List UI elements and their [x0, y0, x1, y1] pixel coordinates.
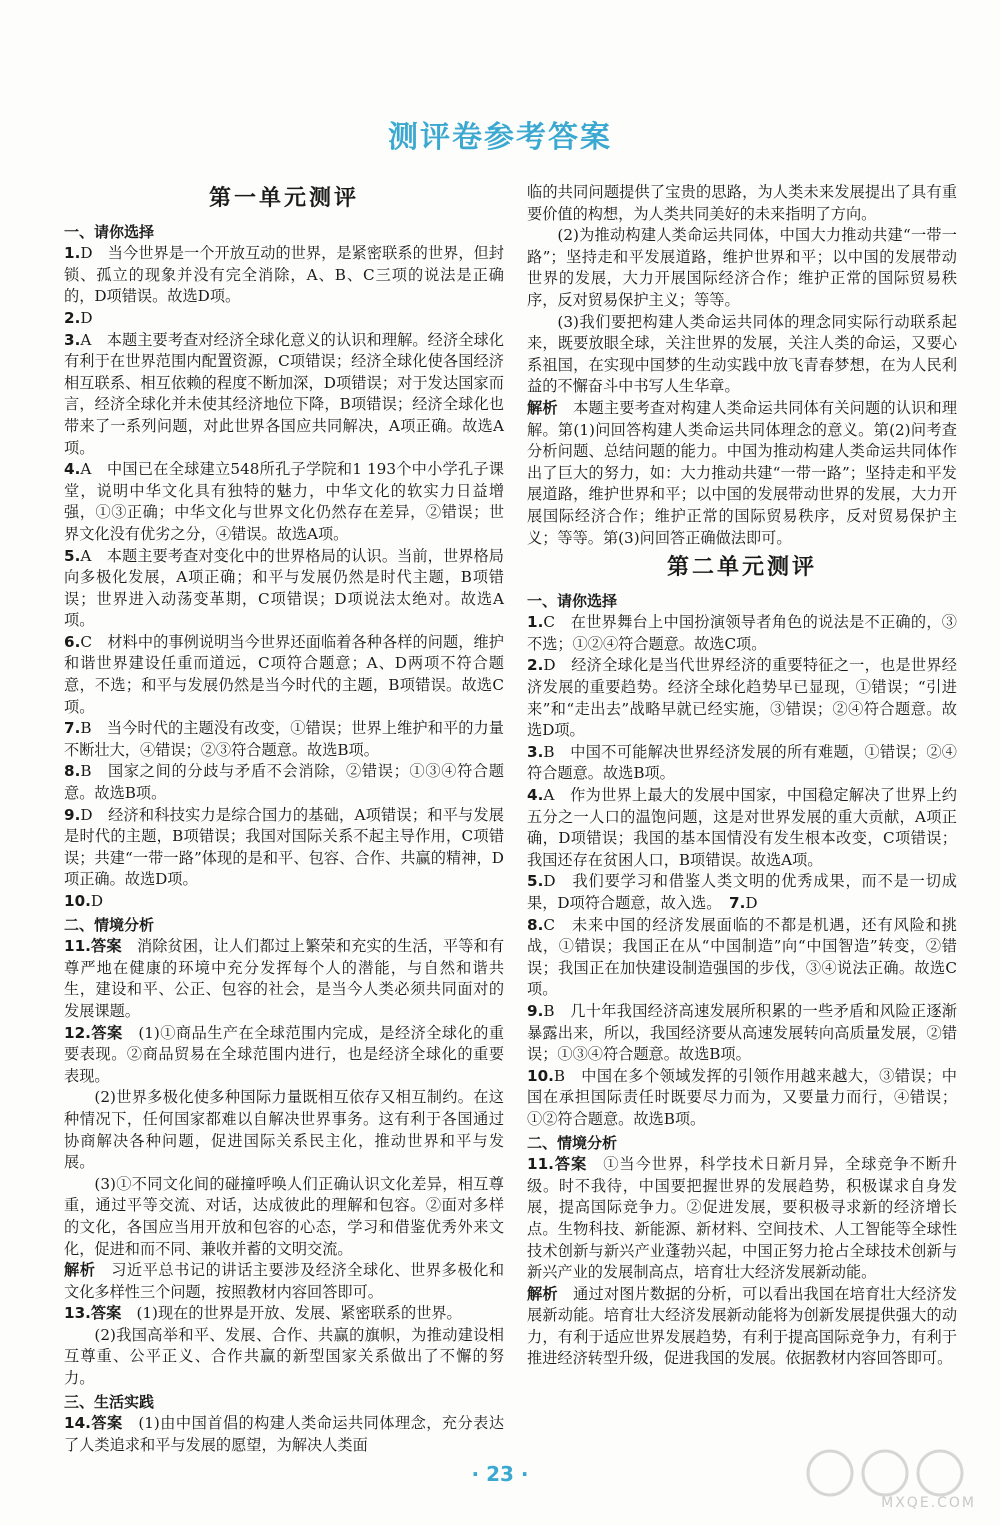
- answer-item: 5.D 我们要学习和借鉴人类文明的优秀成果，而不是一切成果，D项符合题意，故入选。 7.D: [527, 872, 957, 912]
- answer-item: 2.D: [64, 308, 93, 327]
- analysis-item: 解析 通过对图片数据的分析，可以看出我国在培育壮大经济发展新动能。培育壮大经济发展新动能将为创新发展提供强大的动力，有利于适应世界发展趋势，有利于提高国际竞争力，有利于推进经济转型升级，促进我国的发展。依据教材内容回答即可。: [527, 1284, 958, 1368]
- answer-item: 1.D 当今世界是一个开放互动的世界，是紧密联系的世界，但封锁、孤立的现象并没有完全消除，A、B、C三项的说法是正确的，D项错误。故选D项。: [64, 244, 504, 306]
- section-heading: 二、情境分析: [64, 915, 155, 934]
- answer-paragraph: (2)世界多极化使多种国际力量既相互依存又相互制约。在这种情况下，任何国家都难以自解决世界事务。这有利于各国通过协商解决各种问题，促进国际关系民主化，推动世界和平与发展。: [64, 1088, 504, 1172]
- answer-item: 9.D 经济和科技实力是综合国力的基础，A项错误；和平与发展是时代的主题，B项错误；我国对国际关系不起主导作用，C项错误；共建“一带一路”体现的是和平、包容、合作、共赢的精神，D项正确。故选D项。: [64, 805, 504, 889]
- right-column: [527, 182, 957, 1370]
- answer-item: 8.C 未来中国的经济发展面临的不都是机遇，还有风险和挑战，①错误；我国正在从“中国制造”向“中国智造”转变，②错误；我国正在加快建设制造强国的步伐，③④说法正确。故选C项。: [527, 915, 957, 999]
- section-heading: 一、请你选择: [64, 222, 155, 241]
- analysis-item: 解析 习近平总书记的讲话主要涉及经济全球化、世界多极化和文化多样性三个问题，按照教材内容回答即可。: [64, 1261, 505, 1301]
- answer-item: 3.A 本题主要考查对经济全球化意义的认识和理解。经济全球化有利于在世界范围内配置资源，C项错误；经济全球化使各国经济相互联系、相互依赖的程度不断加深，D项错误；对于发达国家而言，经济全球化并未使其经济地位下降，B项错误；经济全球化也带来了一系列问题，对此世界各国应共同解决，A项正确。故选A项。: [64, 330, 504, 457]
- answer-item: 3.B 中国不可能解决世界经济发展的所有难题，①错误；②④符合题意。故选B项。: [527, 742, 957, 783]
- watermark-text: MXQE.COM: [881, 1495, 976, 1511]
- answer-item: 12.答案 (1)①商品生产在全球范围内完成，是经济全球化的重要表现。②商品贸易在全球范围内进行，也是经济全球化的重要表现。: [64, 1023, 505, 1085]
- answer-item: 10.B 中国在多个领域发挥的引领作用越来越大，③错误；中国在承担国际责任时既要尽力而为，又要量力而行，④错误；①②符合题意。故选B项。: [527, 1066, 957, 1128]
- answer-item: 9.B 几十年我国经济高速发展所积累的一些矛盾和风险正逐渐暴露出来，所以，我国经济要从高速发展转向高质量发展，②错误；①③④符合题意。故选B项。: [527, 1001, 957, 1064]
- answer-item: 8.B 国家之间的分歧与矛盾不会消除，②错误；①③④符合题意。故选B项。: [64, 762, 504, 803]
- section-heading: 一、请你选择: [527, 591, 618, 610]
- page-title: 测评卷参考答案: [388, 120, 612, 155]
- page-number: · 23 ·: [471, 1462, 529, 1486]
- answer-item: 2.D 经济全球化是当代世界经济的重要特征之一，也是世界经济发展的重要趋势。经济全球化趋势早已显现，①错误；“引进来”和“走出去”战略早就已经实施，③错误；②④符合题意。故选D项。: [527, 656, 957, 740]
- answer-item: 11.答案 消除贫困，让人们都过上繁荣和充实的生活，平等和有尊严地在健康的环境中充分发挥每个人的潜能，与自然和谐共生，建设和平、公正、包容的社会，是当今人类必须共同面对的发展课题。: [64, 937, 505, 1020]
- answer-item: 4.A 中国已在全球建立548所孔子学院和1 193个中小学孔子课堂，说明中华文化具有独特的魅力，中华文化的软实力日益增强，①③正确；中华文化与世界文化仍然存在差异，②错误；世界文化没有优劣之分，④错误。故选A项。: [64, 460, 504, 543]
- answer-item: 1.C 在世界舞台上中国扮演领导者角色的说法是不正确的，③不选；①②④符合题意。故选C项。: [527, 613, 957, 653]
- answer-paragraph: (3)①不同文化间的碰撞呼唤人们正确认识文化差异，相互尊重，通过平等交流、对话，达成彼此的理解和包容。②面对多样的文化，各国应当用开放和包容的心态，学习和借鉴优秀外来文化，促进和而不同、兼收并蓄的文明交流。: [64, 1174, 504, 1258]
- unit-title-2: 第二单元测评: [666, 555, 817, 581]
- answer-item: 14.答案 (1)由中国首倡的构建人类命运共同体理念，充分表达了人类追求和平与发展的愿望，为解决人类面: [64, 1414, 505, 1454]
- answer-item: 10.D: [64, 892, 104, 910]
- unit-title-1: 第一单元测评: [208, 186, 359, 211]
- analysis-item: 解析 本题主要考查对构建人类命运共同体有关问题的认识和理解。第(1)问回答构建人类命运共同体理念的意义。第(2)问考查分析问题、总结问题的能力。中国为推动构建人类命运共同体作出了巨大的努力，如：大力推动共建“一带一路”；坚持走和平发展道路，维护世界和平；以中国的发展带动世界的发展，大力开展国际经济合作；维护正常的国际贸易秩序，反对贸易保护主义；等等。第(3)问回答正确做法即可。: [527, 398, 958, 547]
- answer-item: 5.A 本题主要考查对变化中的世界格局的认识。当前，世界格局向多极化发展，A项正确；和平与发展仍然是时代主题，B项错误；世界进入动荡变革期，C项错误；D项说法太绝对。故选A项。: [64, 546, 504, 630]
- left-column: [64, 180, 504, 1456]
- section-heading: 三、生活实践: [64, 1392, 155, 1411]
- answer-item: 6.C 材料中的事例说明当今世界还面临着各种各样的问题，维护和谐世界建设任重而道远，C项符合题意；A、D两项不符合题意，不选；和平与发展仍然是当今时代的主题，B项错误。故选C项。: [64, 632, 504, 716]
- answer-item: 7.B 当今时代的主题没有改变，①错误；世界上维护和平的力量不断壮大，④错误；②③符合题意。故选B项。: [64, 719, 504, 759]
- answer-paragraph: 临的共同问题提供了宝贵的思路，为人类未来发展提出了具有重要价值的构想，为人类共同美好的未来指明了方向。: [527, 183, 957, 223]
- answer-paragraph: (3)我们要把构建人类命运共同体的理念同实际行动联系起来，既要放眼全球，关注世界的发展，关注人类的命运，又要心系祖国，在实现中国梦的生动实践中放飞青春梦想，在为人民利益的不懈奋斗中书写人生华章。: [527, 312, 957, 396]
- answer-paragraph: (2)我国高举和平、发展、合作、共赢的旗帜，为推动建设相互尊重、公平正义、合作共赢的新型国家关系做出了不懈的努力。: [64, 1325, 504, 1388]
- answer-item: 4.A 作为世界上最大的发展中国家，中国稳定解决了世界上约五分之一人口的温饱问题，这是对世界发展的重大贡献，A项正确，D项错误；我国的基本国情没有发生根本改变，C项错误；我国还存在贫困人口，B项错误。故选A项。: [527, 786, 957, 869]
- answer-item: 11.答案 ①当今世界，科学技术日新月异，全球竞争不断升级。时不我待，中国要把握世界的发展趋势，积极谋求自身发展，提高国际竞争力。②促进发展，要积极寻求新的经济增长点。生物科技、新能源、新材料、空间技术、人工智能等全球性技术创新与新兴产业蓬勃兴起，中国正努力抢占全球技术创新与新兴产业的发展制高点，培育壮大经济发展新动能。: [527, 1155, 958, 1282]
- answer-paragraph: (2)为推动构建人类命运共同体，中国大力推动共建“一带一路”；坚持走和平发展道路，维护世界和平；以中国的发展带动世界的发展，大力开展国际经济合作；维护正常的国际贸易秩序，反对贸易保护主义；等等。: [527, 226, 957, 309]
- section-heading: 二、情境分析: [527, 1133, 618, 1152]
- answer-item: 13.答案 (1)现在的世界是开放、发展、紧密联系的世界。: [64, 1304, 462, 1323]
